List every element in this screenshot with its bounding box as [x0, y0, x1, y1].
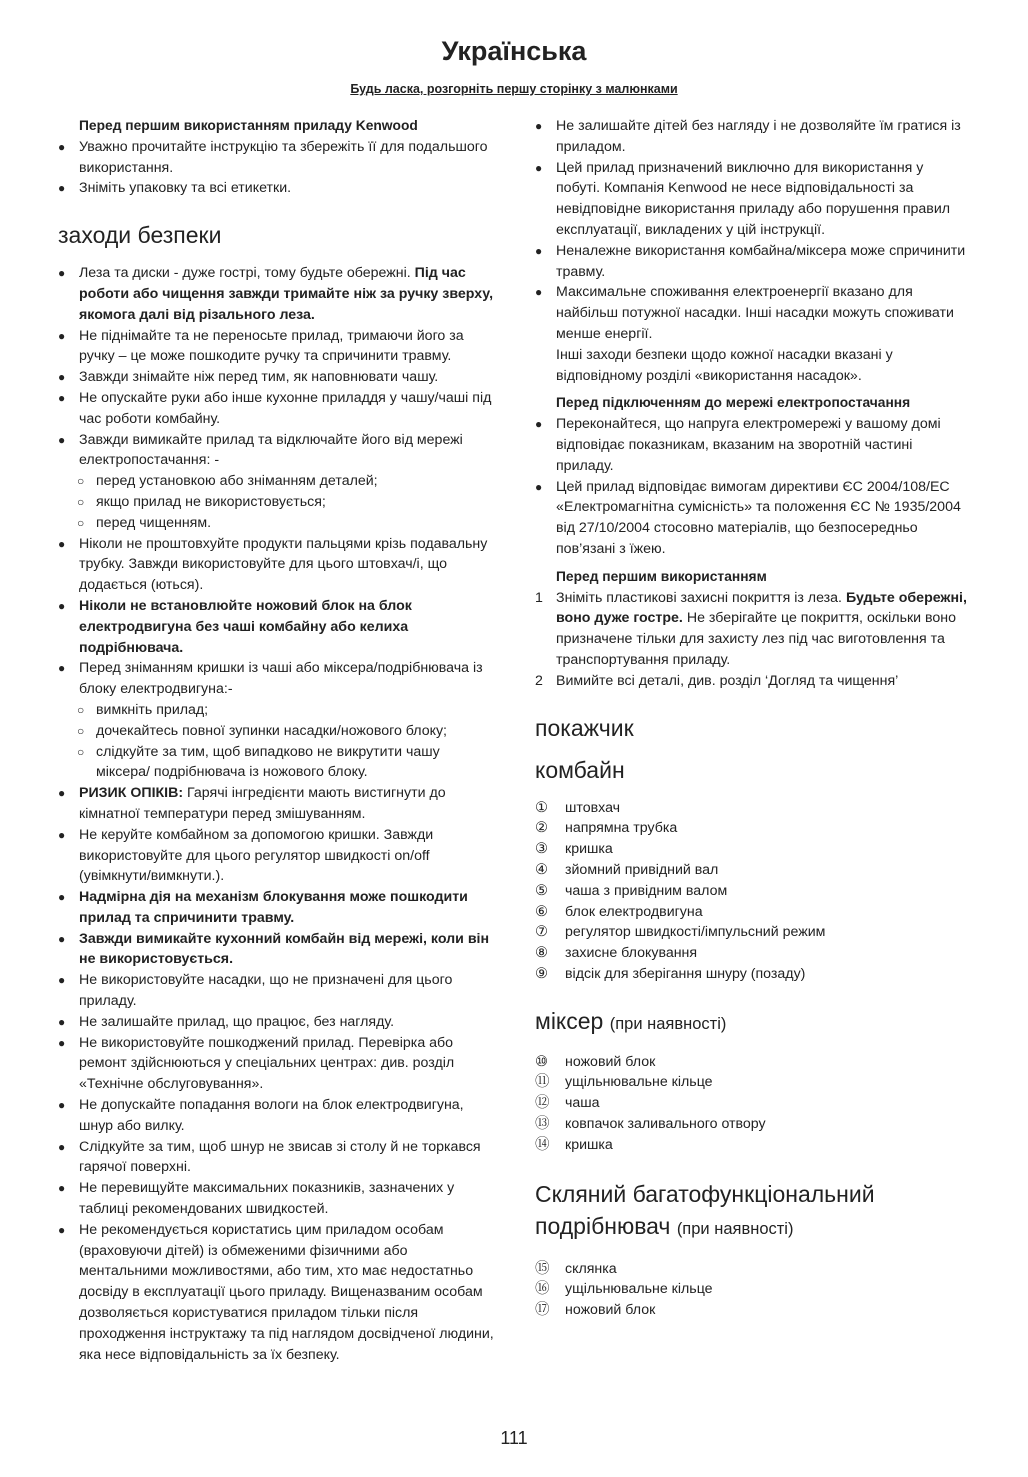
page-title: Українська: [441, 36, 587, 66]
safety-subitem: ○ якщо прилад не використовується;: [58, 492, 494, 513]
connect-item: ● Переконайтеся, що напруга електромережі у вашому домі відповідає показникам, вказаним на зворотній частині приладу.: [535, 414, 971, 476]
safety-item: ● Слідкуйте за тим, щоб шнур не звисав зі столу й не торкався гарячої поверхні.: [58, 1137, 494, 1179]
safety-subitem: ○ перед чищенням.: [58, 513, 494, 534]
legend-item: ⑪ ущільнювальне кільце: [535, 1074, 713, 1091]
legend-item: ① штовхач: [535, 799, 621, 816]
legend-item: ⑩ ножовий блок: [535, 1053, 656, 1070]
safety-item: ● Цей прилад призначений виключно для використання у побуті. Компанія Kenwood не несе відповідальності за невідповідне використання приладу або порушення правил експлуатації, викладених у цій інструкції.: [535, 158, 971, 241]
legend-item: ⑰ ножовий блок: [535, 1302, 656, 1319]
safety-heading: заходи безпеки: [58, 222, 222, 249]
safety-item: ● РИЗИК ОПІКІВ: Гарячі інгредієнти мають вистигнути до кімнатної температури перед змішуванням.: [58, 783, 494, 825]
safety-subitem: ○ вимкніть прилад;: [58, 700, 494, 721]
legend-item: ⑧ захисне блокування: [535, 945, 698, 962]
mill-heading: Скляний багатофункціональний подрібнювач (при наявності): [535, 1180, 875, 1239]
safety-item: ● Ніколи не встановлюйте ножовий блок на блок електродвигуна без чаші комбайну або келиха подрібнювача.: [58, 596, 494, 658]
safety-item: ● Ніколи не проштовхуйте продукти пальцями крізь подавальну трубку. Завжди використовуйте для цього штовхач/і, що додається (ються).: [58, 534, 494, 596]
safety-item: ● Не опускайте руки або інше кухонне приладдя у чашу/чаші під час роботи комбайну.: [58, 388, 494, 430]
legend-item: ⑫ чаша: [535, 1095, 600, 1112]
mill-list: [535, 1259, 971, 1321]
safety-subitem: ○ дочекайтесь повної зупинки насадки/ножового блоку;: [58, 721, 494, 742]
safety-item: ● Максимальне споживання електроенергії вказано для найбільш потужної насадки. Інші насадки можуть споживати менше енергії.: [535, 282, 971, 344]
page-number: 111: [500, 1428, 528, 1448]
intro-heading: Перед першим використанням приладу Kenwood: [79, 118, 418, 133]
legend-item: ⑦ регулятор швидкості/імпульсний режим: [535, 924, 826, 941]
legend-item: ③ кришка: [535, 841, 613, 858]
first-use-step: 2 Вимийте всі деталі, див. розділ ‘Догляд та чищення’: [535, 672, 899, 689]
safety-item-continued: Інші заходи безпеки щодо кожної насадки вказані у відповідному розділі «використання насадок».: [556, 346, 893, 384]
safety-item: ● Не залишайте прилад, що працює, без нагляду.: [58, 1012, 494, 1033]
safety-item: ● Не використовуйте пошкоджений прилад. Перевірка або ремонт здійснюються у спеціальних центрах: див. розділ «Технічне обслуговування».: [58, 1033, 494, 1095]
safety-subitem: ○ слідкуйте за тим, щоб випадково не викрутити чашу міксера/ подрібнювача із ножового блоку.: [58, 742, 494, 784]
processor-heading: комбайн: [535, 756, 625, 783]
right-column: [535, 116, 971, 1321]
legend-item: ⑤ чаша з привідним валом: [535, 882, 728, 899]
connect-item: ● Цей прилад відповідає вимогам директиви ЄС 2004/108/EC «Електромагнітна сумісність» та положення ЄС № 1935/2004 від 27/10/2004 стосовно матеріалів, що безпосередньо пов’язані з їжею.: [535, 477, 971, 560]
safety-item: ● Завжди вимикайте прилад та відключайте його від мережі електропостачання: -: [58, 430, 494, 472]
safety-item: ● Завжди вимикайте кухонний комбайн від мережі, коли він не використовується.: [58, 929, 494, 971]
safety-item: ● Не керуйте комбайном за допомогою кришки. Завжди використовуйте для цього регулятор швидкості on/off (увімкнути/вимкнути.).: [58, 825, 494, 887]
legend-item: ④ зйомний привідний вал: [535, 861, 719, 878]
legend-item: ⑨ відсік для зберігання шнуру (позаду): [535, 965, 806, 982]
safety-item: ● Не перевищуйте максимальних показників, зазначених у таблиці рекомендованих швидкостей.: [58, 1178, 494, 1220]
first-use-heading: Перед першим використанням: [556, 568, 767, 584]
safety-item: ● Перед зніманням кришки із чаші або міксера/подрібнювача із блоку електродвигуна:-: [58, 658, 494, 700]
legend-item: ② напрямна трубка: [535, 820, 678, 837]
legend-item: ⑮ склянка: [535, 1260, 617, 1277]
intro-item: ● Зніміть упаковку та всі етикетки.: [58, 178, 494, 199]
index-heading: покажчик: [535, 714, 634, 741]
first-use-step: 1 Зніміть пластикові захисні покриття із леза. Будьте обережні, воно дуже гостре. Не зберігайте це покриття, оскільки воно призначене тільки для захисту лез під час виготовлення та транспортування приладу.: [535, 589, 967, 668]
safety-item: ● Леза та диски - дуже гострі, тому будьте обережні. Під час роботи або чищення завжди тримайте ніж за ручку зверху, якомога далі від різального леза.: [58, 263, 494, 325]
legend-item: ⑯ ущільнювальне кільце: [535, 1281, 713, 1298]
safety-item: ● Не рекомендується користатись цим приладом особам (враховуючи дітей) із обмеженими фізичними або ментальними можливостями, або тим, хто має недостатньо досвіду в експлуатації цього приладу. Вищеназваним особам дозволяється користуватися приладом тільки після проходження інструктажу та під наглядом досвідченої людини, яка несе відповідальність за їх безпеку.: [58, 1220, 494, 1366]
safety-item: ● Не піднімайте та не переносьте прилад, тримаючи його за ручку – це може пошкодите ручку та спричинити травму.: [58, 326, 494, 368]
safety-item: ● Не допускайте попадання вологи на блок електродвигуна, шнур або вилку.: [58, 1095, 494, 1137]
intro-item: ● Уважно прочитайте інструкцію та збережіть її для подальшого використання.: [58, 137, 494, 179]
left-column: [58, 116, 494, 1365]
blender-list: [535, 1052, 971, 1156]
safety-item: ● Не використовуйте насадки, що не призначені для цього приладу.: [58, 970, 494, 1012]
legend-item: ⑭ кришка: [535, 1136, 613, 1153]
safety-subitem: ○ перед установкою або зніманням деталей;: [58, 471, 494, 492]
blender-heading: міксер (при наявності): [535, 1007, 727, 1034]
legend-item: ⑬ ковпачок заливального отвору: [535, 1116, 766, 1133]
safety-item: ● Завжди знімайте ніж перед тим, як наповнювати чашу.: [58, 367, 494, 388]
safety-item: ● Не залишайте дітей без нагляду і не дозволяйте їм гратися із приладом.: [535, 116, 971, 158]
processor-list: [535, 798, 971, 985]
safety-item: ● Надмірна дія на механізм блокування може пошкодити прилад та спричинити травму.: [58, 887, 494, 929]
legend-item: ⑥ блок електродвигуна: [535, 903, 703, 920]
page-subtitle: Будь ласка, розгорніть першу сторінку з малюнками: [350, 82, 678, 96]
safety-item: ● Неналежне використання комбайна/міксера може спричинити травму.: [535, 241, 971, 283]
connect-heading: Перед підключенням до мережі електропостачання: [556, 395, 911, 411]
